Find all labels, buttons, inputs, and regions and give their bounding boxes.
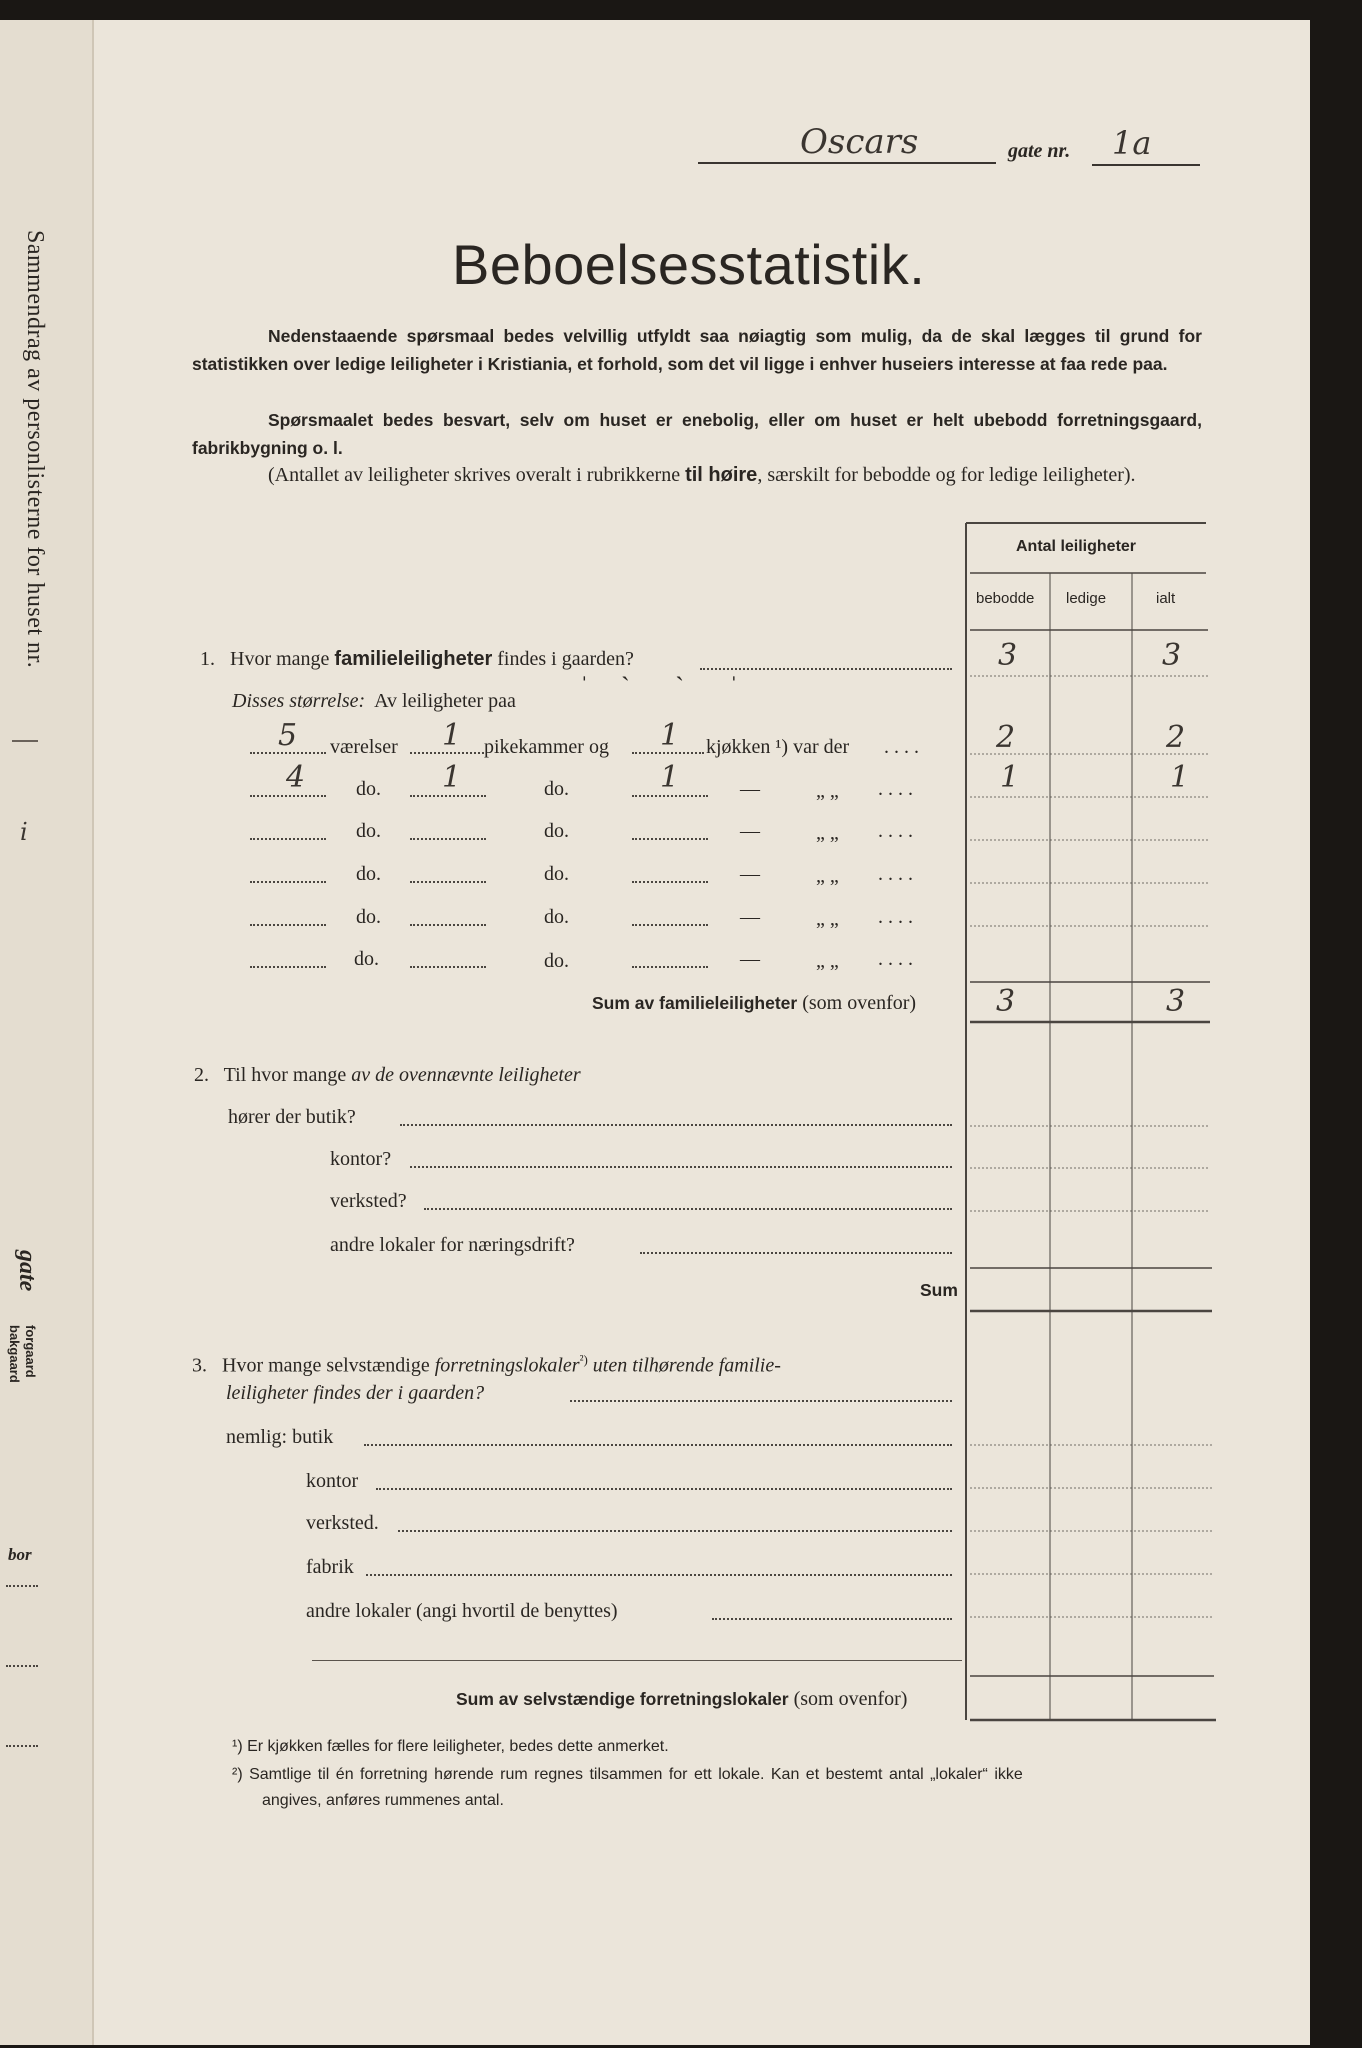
q2-butik: hører der butik? — [228, 1106, 356, 1128]
street-name-handwritten: Oscars — [800, 122, 919, 162]
row2-dash: — — [740, 778, 760, 800]
row4-dash: — — [740, 863, 760, 885]
q1-question — [200, 648, 634, 671]
q3-butik-dots — [364, 1444, 952, 1446]
row2-bebodde: 1 — [1000, 760, 1020, 795]
spine-gate: gate — [14, 1250, 40, 1292]
row1-v-dots — [250, 752, 326, 754]
row5-dots: . . . . — [878, 906, 913, 928]
row5-p-dots — [410, 924, 486, 926]
row3-p-dots — [410, 838, 486, 840]
q3-blank-line — [312, 1660, 962, 1661]
row5-v-dots — [250, 924, 326, 926]
row1-ialt: 2 — [1166, 720, 1186, 755]
row5-do-2: do. — [544, 906, 569, 928]
q2-text-b: av de ovennævnte leiligheter — [351, 1064, 581, 1086]
q3-text-b: forretningslokaler — [434, 1354, 580, 1377]
row6-dots: . . . . — [878, 948, 913, 970]
q3-question-line2: leiligheter findes der i gaarden? — [226, 1382, 485, 1404]
row5-k-dots — [632, 924, 708, 926]
row4-p-dots — [410, 881, 486, 883]
q2-sum: Sum — [920, 1280, 958, 1300]
spine-text: Sammendrag av personlisterne for huset nr. — [22, 230, 48, 669]
q1-text-c: findes i gaarden? — [497, 648, 634, 670]
q1-sum-bold: Sum av familieleiligheter — [592, 993, 798, 1013]
q1-sum-ialt: 3 — [1166, 984, 1186, 1019]
row4-dots: . . . . — [878, 863, 913, 885]
q3-sum-label — [456, 1688, 907, 1711]
q3-verksted-dots — [398, 1530, 952, 1532]
row2-p-dots — [410, 795, 486, 797]
q1-sum-label — [592, 992, 916, 1015]
q1-text-b: familieleiligheter — [334, 648, 493, 670]
q3-number: 3. — [192, 1354, 207, 1377]
row2-k-dots — [632, 795, 708, 797]
row4-ditto: „ „ — [816, 865, 839, 887]
row6-do-1: do. — [354, 948, 379, 970]
row6-v-dots — [250, 966, 326, 968]
q2-question — [194, 1064, 581, 1087]
spine-bakgaard: bakgaard — [7, 1325, 22, 1383]
intro-p3b: til høire — [685, 464, 758, 486]
row2-kjokken-count: 1 — [660, 760, 680, 795]
row2-v-dots — [250, 795, 326, 797]
intro-p2-text: Spørsmaalet bedes besvart, selv om huset er enebolig, eller om huset er helt ubebodd forretningsgaard, fabrikbygning o. l. — [192, 410, 1202, 458]
q3-sup: ²) — [579, 1352, 588, 1367]
q3-sum-rest: (som ovenfor) — [793, 1688, 908, 1710]
q2-butik-dots — [400, 1124, 952, 1126]
row2-vaerelser-count: 4 — [286, 760, 306, 795]
row2-ditto: „ „ — [816, 780, 839, 802]
footnote-1: ¹) Er kjøkken fælles for flere leiligheter, bedes dette anmerket. — [232, 1738, 669, 1755]
spine-hand-number: i — [20, 818, 28, 846]
q1-sizes-line — [232, 690, 516, 713]
row1-dots: . . . . — [884, 736, 919, 758]
intro-p3c: , særskilt for bebodde og for ledige leiligheter). — [757, 464, 1136, 486]
row3-v-dots — [250, 838, 326, 840]
footnote-2-line1: ²) Samtlige til én forretning hørende rum regnes tilsammen for ett lokale. Kan et bestemt antal „lokaler“ ikke — [232, 1766, 1023, 1783]
street-underline — [698, 162, 996, 164]
q3-question-line1 — [192, 1352, 781, 1378]
row3-dots: . . . . — [878, 820, 913, 842]
spine-vertical-text — [21, 230, 48, 668]
spine-dots-3 — [6, 1745, 38, 1747]
row1-pikekammer-count: 1 — [442, 718, 462, 753]
row3-do-1: do. — [356, 820, 381, 842]
row1-p-dots — [410, 752, 484, 754]
col-header-ledige: ledige — [1066, 590, 1107, 607]
q3-andre: andre lokaler (angi hvortil de benyttes) — [306, 1600, 618, 1622]
q1-hand-ticks: ˈ ˋ ˋ ˈ — [580, 672, 739, 701]
number-underline — [1092, 164, 1200, 166]
q1-sizes-italic: Disses størrelse: — [232, 690, 366, 712]
intro-paragraph-2 — [192, 406, 1202, 462]
q3-kontor: kontor — [306, 1470, 359, 1492]
row3-k-dots — [632, 838, 708, 840]
q3-text-c1: uten tilhørende familie- — [592, 1354, 781, 1377]
row2-do-2: do. — [544, 778, 569, 800]
row1-vaerelser-label: værelser — [330, 736, 398, 758]
intro-p1-text: Nedenstaaende spørsmaal bedes velvillig utfyldt saa nøiagtig som mulig, da de skal lægges til grund for statistikken over ledige leiligheter i Kristiania, et forhold, som det vil ligge i enhver huseiers interesse at faa rede paa. — [192, 326, 1202, 374]
row5-do-1: do. — [356, 906, 381, 928]
row1-kjokken-count: 1 — [660, 718, 680, 753]
q2-andre-dots — [640, 1252, 952, 1254]
q1-sum-rest: (som ovenfor) — [802, 992, 917, 1014]
row3-do-2: do. — [544, 820, 569, 842]
q2-number: 2. — [194, 1064, 209, 1086]
col-header-ialt: ialt — [1156, 590, 1176, 607]
q2-verksted: verksted? — [330, 1190, 407, 1212]
q3-fabrik: fabrik — [306, 1556, 354, 1578]
q3-andre-dots — [712, 1618, 952, 1620]
q3-fabrik-dots — [366, 1574, 952, 1576]
row6-ditto: „ „ — [816, 950, 839, 972]
spine-bor: bor — [8, 1545, 32, 1564]
row2-pikekammer-count: 1 — [442, 760, 462, 795]
q1-sum-bebodde: 3 — [996, 984, 1016, 1019]
row3-ditto: „ „ — [816, 822, 839, 844]
q1-number: 1. — [200, 648, 215, 670]
row5-dash: — — [740, 906, 760, 928]
q3-butik: nemlig: butik — [226, 1426, 334, 1448]
row3-dash: — — [740, 820, 760, 842]
q1-ialt-value: 3 — [1162, 638, 1182, 673]
spine-dots-2 — [6, 1665, 38, 1667]
row2-dots: . . . . — [878, 778, 913, 800]
intro-p3a: (Antallet av leiligheter skrives overalt i rubrikkerne — [268, 464, 681, 486]
q1-sizes-rest: Av leiligheter paa — [374, 690, 516, 712]
q1-text-a: Hvor mange — [230, 648, 330, 670]
q2-verksted-dots — [424, 1208, 952, 1210]
q2-kontor: kontor? — [330, 1148, 392, 1170]
q2-text-a: Til hvor mange — [223, 1064, 347, 1086]
row4-v-dots — [250, 881, 326, 883]
row1-bebodde: 2 — [996, 720, 1016, 755]
q2-andre: andre lokaler for næringsdrift? — [330, 1234, 575, 1256]
q2-kontor-dots — [410, 1166, 952, 1168]
col-header-bebodde: bebodde — [976, 590, 1035, 607]
row4-do-1: do. — [356, 863, 381, 885]
row2-ialt: 1 — [1170, 760, 1190, 795]
row2-do-1: do. — [356, 778, 381, 800]
intro-paragraph-3 — [192, 462, 1202, 488]
row6-do-2: do. — [544, 950, 569, 972]
house-number-handwritten: 1a — [1112, 124, 1152, 162]
q3-text-a: Hvor mange selvstændige — [222, 1354, 430, 1377]
q3-verksted: verksted. — [306, 1512, 379, 1534]
row1-vaerelser-count: 5 — [278, 718, 298, 753]
row6-k-dots — [632, 966, 708, 968]
row1-k-dots — [632, 752, 704, 754]
intro-paragraph-1 — [192, 322, 1202, 378]
spine-dots-1 — [6, 1585, 38, 1587]
row4-do-2: do. — [544, 863, 569, 885]
footnote-2-line2: angives, anføres rummenes antal. — [262, 1792, 504, 1809]
row1-pikekammer-label: pikekammer og — [484, 736, 609, 758]
row1-kjokken-label: kjøkken ¹) var der — [706, 736, 850, 758]
spine-forgaard: forgaard — [23, 1325, 38, 1378]
page-title: Beboelsesstatistik. — [452, 233, 926, 296]
row6-dash: — — [740, 948, 760, 970]
row4-k-dots — [632, 881, 708, 883]
row6-p-dots — [410, 966, 486, 968]
q1-leader-dots — [700, 668, 952, 670]
spine-line — [12, 740, 38, 742]
table-title: Antal leiligheter — [1016, 538, 1137, 555]
gate-nr-label: gate nr. — [1008, 140, 1071, 162]
q3-sum-bold: Sum av selvstændige forretningslokaler — [456, 1689, 789, 1709]
q3-q-dots — [570, 1400, 952, 1402]
row5-ditto: „ „ — [816, 908, 839, 930]
q3-kontor-dots — [376, 1488, 952, 1490]
q1-bebodde-value: 3 — [998, 638, 1018, 673]
